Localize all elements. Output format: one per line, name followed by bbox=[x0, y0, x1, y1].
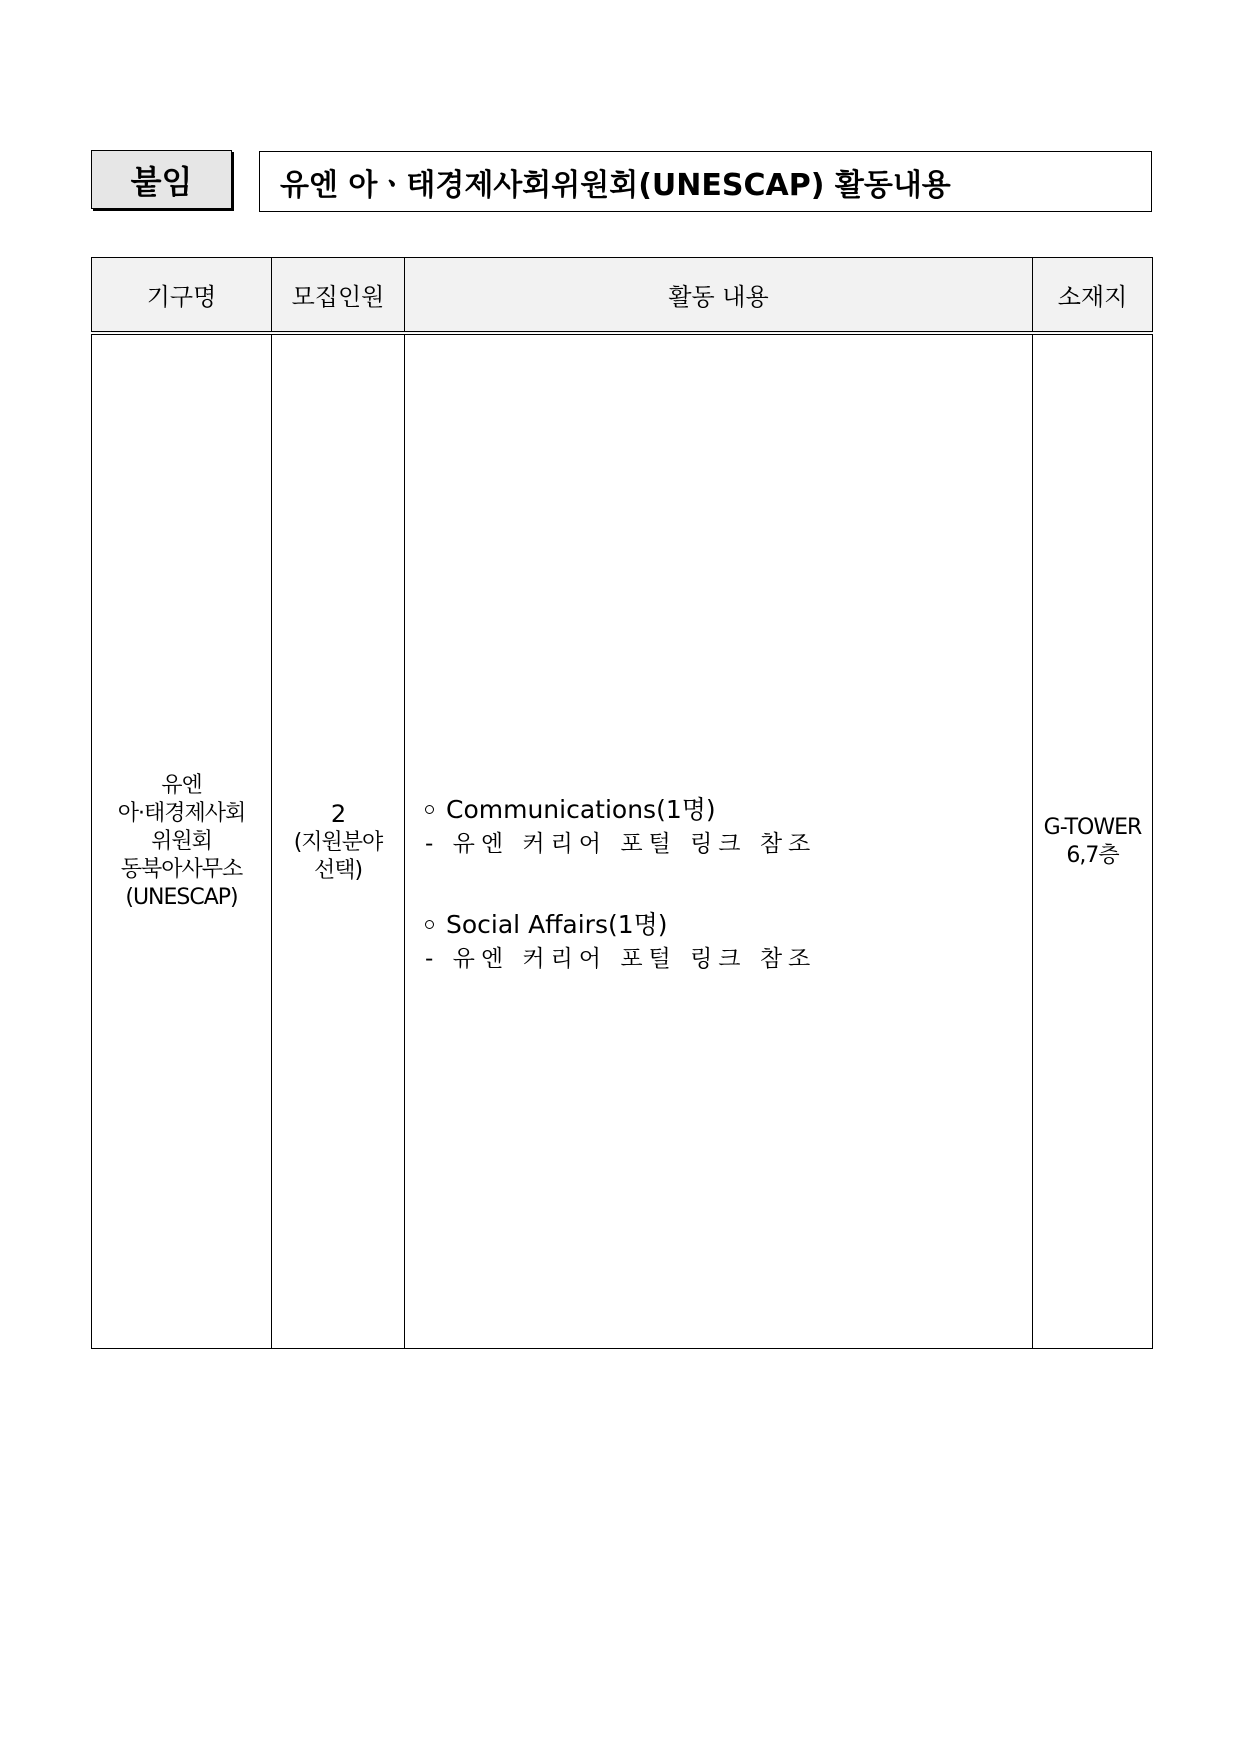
organization-cell bbox=[92, 333, 272, 1349]
page-title-box bbox=[259, 151, 1152, 212]
activity-detail: - 유엔 커리어 포털 링크 참조 bbox=[425, 946, 817, 972]
bullet-icon bbox=[425, 920, 434, 929]
column-header-organization: 기구명 bbox=[92, 258, 272, 334]
page-title: 유엔 아ㆍ태경제사회위원회(UNESCAP) 활동내용 bbox=[280, 167, 951, 203]
organization-line: 유엔 bbox=[161, 772, 202, 798]
recruit-note-line: 선택) bbox=[313, 857, 363, 883]
location-cell bbox=[1033, 333, 1153, 1349]
activity-title: Communications(1명) bbox=[446, 795, 716, 824]
location-line: 6,7층 bbox=[1066, 842, 1119, 868]
table-header-row bbox=[92, 258, 1153, 334]
recruit-count-cell bbox=[272, 333, 405, 1349]
attachment-badge bbox=[91, 150, 232, 209]
recruit-note-line: (지원분야 bbox=[293, 829, 383, 855]
location-line: G-TOWER bbox=[1043, 814, 1142, 840]
activity-item bbox=[425, 793, 1032, 861]
column-header-recruits: 모집인원 bbox=[272, 258, 405, 334]
organization-line: 위원회 bbox=[151, 828, 212, 854]
table-row bbox=[92, 333, 1153, 1349]
organization-line: 아·태경제사회 bbox=[117, 800, 246, 826]
attachment-badge-label: 붙임 bbox=[130, 162, 193, 201]
activity-item bbox=[425, 908, 1032, 976]
activity-cell bbox=[405, 333, 1033, 1349]
activity-detail: - 유엔 커리어 포털 링크 참조 bbox=[425, 831, 817, 857]
organization-line: (UNESCAP) bbox=[125, 884, 238, 910]
organization-line: 동북아사무소 bbox=[120, 856, 243, 882]
activity-title: Social Affairs(1명) bbox=[446, 910, 668, 939]
activity-table bbox=[91, 257, 1153, 1349]
column-header-location: 소재지 bbox=[1033, 258, 1153, 334]
recruit-count: 2 bbox=[330, 799, 346, 828]
bullet-icon bbox=[425, 805, 434, 814]
column-header-activity: 활동 내용 bbox=[405, 258, 1033, 334]
